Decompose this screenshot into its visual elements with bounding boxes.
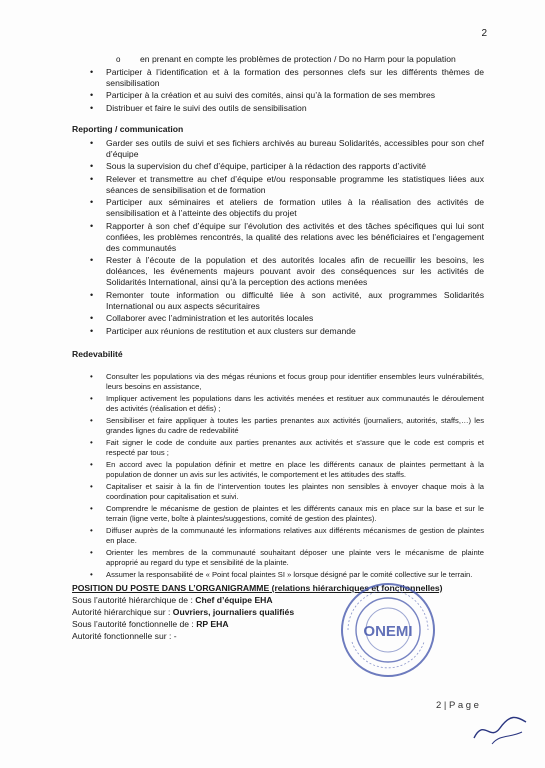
signature: [470, 708, 530, 748]
field-label: Sous l’autorité hiérarchique de :: [72, 594, 196, 605]
official-stamp: [338, 580, 438, 680]
list-item: • Impliquer activement les populations dans les activités menées et restituer aux communautés le déroulement des activités (réalisation et défis) ;: [72, 394, 484, 414]
list-item: • Fait signer le code de conduite aux parties prenantes aux activités et s’assure que le code est compris et respecté par tous ;: [72, 438, 484, 458]
list-item: • Sous la supervision du chef d’équipe, participer à la rédaction des rapports d’activité: [72, 161, 484, 172]
list-item: • Capitaliser et saisir à la fin de l’intervention toutes les plaintes non sensibles à envoyer chaque mois à la coordination pour capitalisation et suivi.: [72, 482, 484, 502]
list-item: • Diffuser auprès de la communauté les informations relatives aux différents mécanismes de gestion de plaintes en place.: [72, 526, 484, 546]
list-item: • Collaborer avec l’administration et les autorités locales: [72, 313, 484, 324]
list-item: • Assumer la responsabilité de « Point focal plaintes SI » lorsque désigné par le comité collective sur le terrain.: [72, 570, 484, 580]
list-item: • Rapporter à son chef d’équipe sur l’évolution des activités et des tâches spécifiques qui lui sont confiées, les problèmes rencontrés, la qualité des relations avec les bénéficiaires et l’engagement des communautés: [72, 221, 484, 254]
field-label: Autorité hiérarchique sur :: [72, 606, 173, 617]
list-item: • Sensibiliser et faire appliquer à toutes les parties prenantes aux activités (journaliers, autorités, staffs,…) les grandes lignes du cadre de redevabilité: [72, 416, 484, 436]
list-item: • Participer aux réunions de restitution et aux clusters sur demande: [72, 326, 484, 337]
position-title-sub: (relations hiérarchiques et fonctionnelles): [269, 582, 443, 593]
field-value: Chef d’équipe EHA: [195, 594, 273, 605]
list-item: • Comprendre le mécanisme de gestion de plaintes et les différents canaux mis en place sur la base et sur le terrain (ligne verte, boîte à plaintes/suggestions, comité de gestion des plaintes).: [72, 504, 484, 524]
field-value: RP EHA: [196, 618, 229, 629]
list-item: • Relever et transmettre au chef d’équipe et/ou responsable programme les statistiques liées aux séances de sensibilisation et de formation: [72, 174, 484, 196]
field-value: Ouvriers, journaliers qualifiés: [172, 606, 295, 617]
reporting-list: [72, 138, 484, 337]
position-title-main: POSITION DU POSTE DANS L’ORGANIGRAMME: [72, 582, 270, 593]
list-item: • En accord avec la population définir et mettre en place les différents canaux de plaintes permettant à la population de donner un avis sur les activités, le comportement et les attitudes des staffs.: [72, 460, 484, 480]
list-item: • Participer aux séminaires et ateliers de formation utiles à la réalisation des activités de sensibilisation et à l’atteinte des objectifs du projet: [72, 197, 484, 219]
svg-text:ONEMI: ONEMI: [363, 623, 413, 640]
list-item: • Distribuer et faire le suivi des outils de sensibilisation: [72, 103, 484, 114]
redevabilite-heading: Redevabilité: [72, 348, 123, 359]
list-item: • Participer à la création et au suivi des comités, ainsi qu’à la formation de ses membres: [72, 90, 484, 101]
redevabilite-section: [72, 372, 484, 580]
reporting-heading: Reporting / communication: [72, 123, 184, 134]
redevabilite-list: [72, 372, 484, 580]
field-label: Autorité fonctionnelle sur : -: [72, 630, 177, 641]
list-item: • Remonter toute information ou difficulté liée à son activité, aux programmes Solidarités International ou aux aspects sécuritaires: [72, 290, 484, 312]
list-item: • Consulter les populations via des mégas réunions et focus group pour identifier ensembles leurs vulnérabilités, leurs besoins en assistance,: [72, 372, 484, 392]
intro-list: [72, 54, 484, 114]
list-item: o en prenant en compte les problèmes de protection / Do no Harm pour la population: [72, 54, 484, 65]
list-item: • Orienter les membres de la communauté souhaitant déposer une plainte vers le mécanisme de plainte approprié au regard du type et sensibilité de la plainte.: [72, 548, 484, 568]
list-item: • Garder ses outils de suivi et ses fichiers archivés au bureau Solidarités, accessibles pour son chef d’équipe: [72, 138, 484, 160]
page-number-top: 2: [481, 28, 487, 39]
field-label: Sous l’autorité fonctionnelle de :: [72, 618, 197, 629]
list-item: • Participer à l’identification et à la formation des personnes clefs sur les différents thèmes de sensibilisation: [72, 67, 484, 89]
page-footer-number: 2 | P a g e: [436, 700, 479, 711]
list-item: • Rester à l’écoute de la population et des autorités locales afin de recueillir les besoins, les doléances, les événements majeurs pouvant avoir des conséquences sur les activités de Solidarités International, ainsi qu’à la perception des actions menées: [72, 255, 484, 288]
page-content: [72, 54, 484, 642]
